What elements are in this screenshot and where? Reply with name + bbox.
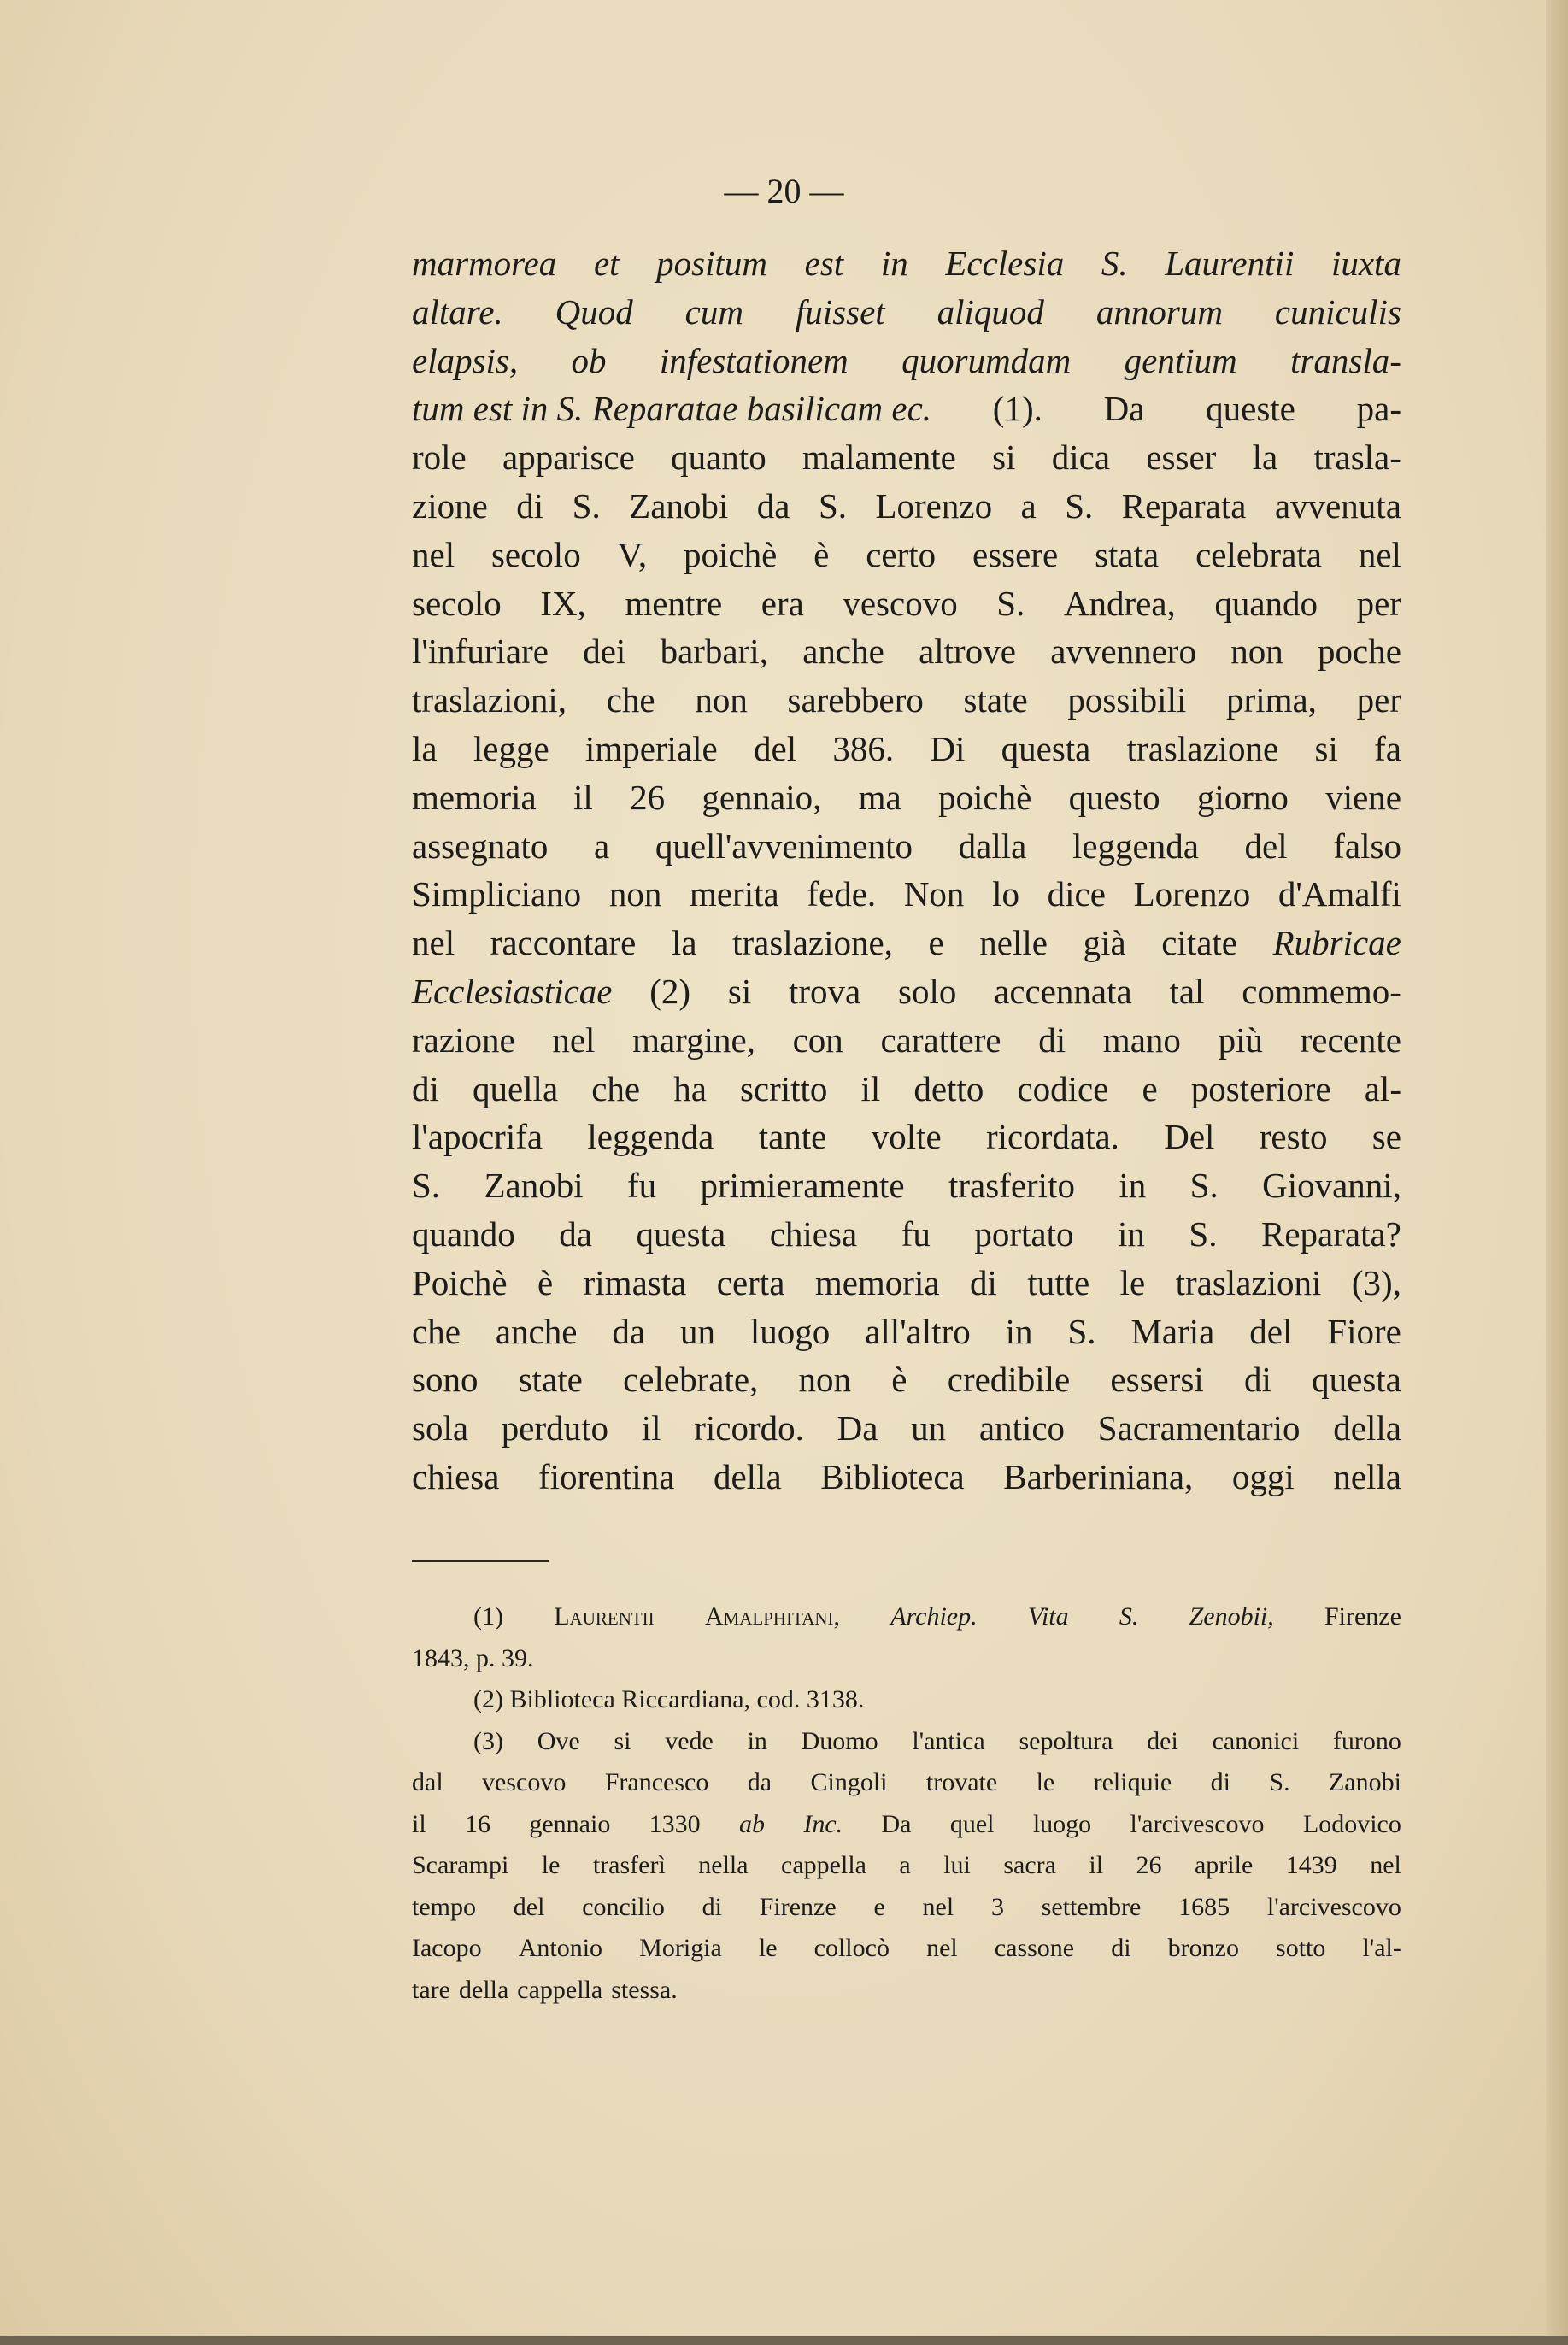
text-line: zione di S. Zanobi da S. Lorenzo a S. Reparata avvenuta	[412, 485, 1401, 526]
text-line: sola perduto il ricordo. Da un antico Sacramentario della	[412, 1408, 1401, 1449]
text-line: quando da questa chiesa fu portato in S. Reparata?	[412, 1214, 1401, 1254]
text-line: nel secolo V, poichè è certo essere stata celebrata nel	[412, 534, 1401, 574]
text-line: altare. Quod cum fuisset aliquod annorum cuniculis	[412, 291, 1401, 332]
text-line: tum est in S. Reparatae basilicam ec. (1). Da queste pa-	[412, 389, 1401, 429]
page-bottom-edge	[0, 2336, 1568, 2345]
text-line: elapsis, ob infestationem quorumdam gentium transla-	[412, 340, 1401, 380]
footnote-separator	[412, 1560, 549, 1562]
text-line: traslazioni, che non sarebbero state possibili prima, per	[412, 680, 1401, 720]
text-line: assegnato a quell'avvenimento dalla leggenda del falso	[412, 826, 1401, 866]
body-text	[412, 239, 1401, 1502]
text-line: razione nel margine, con carattere di mano più recente	[412, 1020, 1401, 1060]
page-number: — 20 —	[724, 172, 844, 210]
footnote-3-line: Scarampi le trasferì nella cappella a lui sacra il 26 aprile 1439 nel	[412, 1851, 1401, 1879]
text-line: secolo IX, mentre era vescovo S. Andrea, quando per	[412, 583, 1401, 623]
footnote-3-line: Iacopo Antonio Morigia le collocò nel cassone di bronzo sotto l'al-	[412, 1934, 1401, 1962]
text-line: marmorea et positum est in Ecclesia S. Laurentii iuxta	[412, 244, 1401, 283]
footnote-1-continued: 1843, p. 39.	[412, 1643, 534, 1672]
text-line: role apparisce quanto malamente si dica esser la trasla-	[412, 438, 1401, 478]
text-line: la legge imperiale del 386. Di questa traslazione si fa	[412, 728, 1401, 768]
text-line: di quella che ha scritto il detto codice e posteriore al-	[412, 1068, 1401, 1108]
footnote-3: (3) Ove si vede in Duomo l'antica sepoltura dei canonici furono	[473, 1726, 1401, 1755]
text-line: chiesa fiorentina della Biblioteca Barberiniana, oggi nella	[412, 1456, 1401, 1496]
text-line: Poichè è rimasta certa memoria di tutte le traslazioni (3),	[412, 1262, 1401, 1302]
text-line: S. Zanobi fu primieramente trasferito in S. Giovanni,	[412, 1166, 1401, 1206]
text-line: memoria il 26 gennaio, ma poichè questo giorno viene	[412, 777, 1401, 817]
page-edge-shadow	[1546, 0, 1568, 2345]
text-line: l'apocrifa leggenda tante volte ricordata. Del resto se	[412, 1117, 1401, 1157]
text-line: sono state celebrate, non è credibile essersi di questa	[412, 1360, 1401, 1400]
footnote-3-line: il 16 gennaio 1330 ab Inc. Da quel luogo l'arcivescovo Lodovico	[412, 1809, 1401, 1838]
text-line: che anche da un luogo all'altro in S. Maria del Fiore	[412, 1311, 1401, 1351]
footnote-3-line: tare della cappella stessa.	[412, 1975, 678, 2004]
footnote-3-line: dal vescovo Francesco da Cingoli trovate le reliquie di S. Zanobi	[412, 1768, 1401, 1796]
footnotes	[412, 1596, 1401, 2011]
footnote-2: (2) Biblioteca Riccardiana, cod. 3138.	[473, 1685, 865, 1713]
footnote-1: (1) Laurentii Amalphitani, Archiep. Vita S. Zenobii, Firenze	[473, 1602, 1401, 1631]
footnote-3-line: tempo del concilio di Firenze e nel 3 settembre 1685 l'arcivescovo	[412, 1892, 1401, 1921]
text-line: Simpliciano non merita fede. Non lo dice Lorenzo d'Amalfi	[412, 874, 1401, 914]
text-line: Ecclesiasticae (2) si trova solo accennata tal commemo-	[412, 971, 1401, 1011]
text-line: l'infuriare dei barbari, anche altrove avvennero non poche	[412, 632, 1401, 672]
text-line: nel raccontare la traslazione, e nelle già citate Rubricae	[412, 923, 1401, 963]
